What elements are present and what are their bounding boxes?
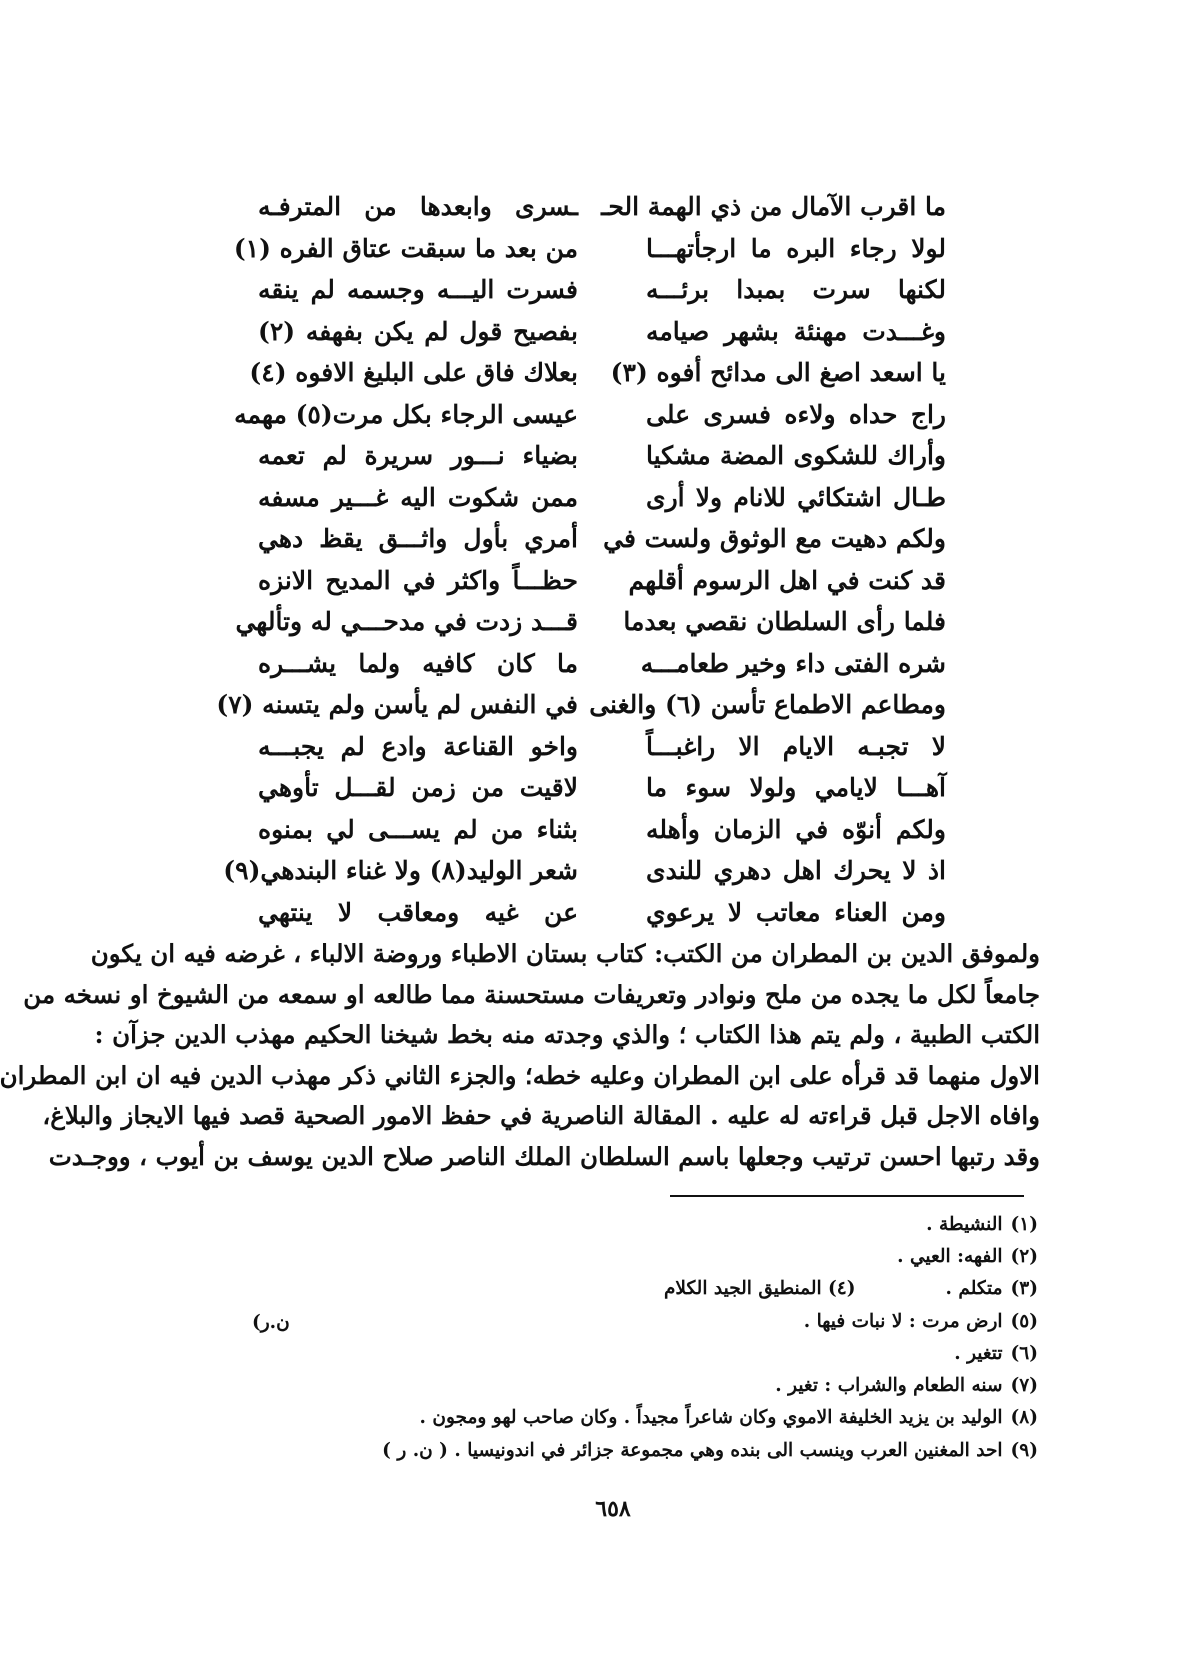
verse-second-hemistich: قـــد زدت في مدحـــي له وتألهي xyxy=(235,607,578,637)
footnote-text: سنه الطعام والشراب : تغير . xyxy=(775,1375,1003,1397)
verse-second-hemistich: ـسرى وابعدها من المترفـه xyxy=(258,192,578,222)
verse xyxy=(256,767,946,809)
verse-first-hemistich: آهـــا لايامي ولولا سوء ما xyxy=(646,773,946,803)
verse xyxy=(256,643,946,685)
footnote xyxy=(178,1305,1038,1337)
prose-line: وافاه الاجل قبل قراءته له عليه . المقالة الناصرية في حفظ الامور الصحية قصد فيها الايجاز والبلاغ، xyxy=(42,1101,1040,1130)
footnote xyxy=(178,1402,1038,1434)
footnote-side-note: ن.ر) xyxy=(252,1312,290,1333)
verse-second-hemistich: عيسى الرجاء بكل مرت(٥) مهمه xyxy=(234,399,578,429)
verse-first-hemistich: ومطاعم الاطماع تأسن (٦) والغنى xyxy=(589,690,946,720)
footnote-number: (٦) xyxy=(1010,1342,1038,1364)
footnote-number: (٩) xyxy=(1010,1439,1038,1461)
verse-first-hemistich: اذ لا يحرك اهل دهري للندى xyxy=(646,856,946,886)
verse-second-hemistich: ممن شكوت اليه غـــير مسفه xyxy=(258,482,578,512)
verse-first-hemistich: ما اقرب الآمال من ذي الهمة الحـ xyxy=(601,192,946,222)
footnote-text: متكلم . xyxy=(945,1278,1003,1300)
footnote-number: (٣) xyxy=(1010,1278,1038,1300)
verse-second-hemistich: بعلاك فاق على البليغ الافوه (٤) xyxy=(249,358,578,388)
verse xyxy=(233,228,946,270)
verse-first-hemistich: وغـــدت مهنئة بشهر صيامه xyxy=(646,316,946,346)
verse-second-hemistich: ما كان كافيه ولما يشـــره xyxy=(258,648,578,678)
footnote-text: ارض مرت : لا نبات فيها . xyxy=(803,1310,1003,1332)
verse-second-hemistich: لاقيت من زمن لقـــل تأوهي xyxy=(258,773,578,803)
footnote-number: (٥) xyxy=(1010,1310,1038,1332)
verse-first-hemistich: قد كنت في اهل الرسوم أقلهم xyxy=(628,565,946,595)
verse-first-hemistich: راج حداه ولاءه فسرى على xyxy=(646,399,946,429)
footnote xyxy=(178,1208,1038,1240)
verse-second-hemistich: في النفس لم يأسن ولم يتسنه (٧) xyxy=(216,690,578,720)
footnote xyxy=(178,1273,1038,1305)
verse-second-hemistich: واخو القناعة وادع لم يجبـــه xyxy=(258,731,578,761)
verse-second-hemistich: فسرت اليـــه وجسمه لم ينقه xyxy=(258,275,578,305)
prose-line: الكتب الطبية ، ولم يتم هذا الكتاب ؛ والذي وجدته منه بخط شيخنا الحكيم مهذب الدين جزآن : xyxy=(94,1020,1040,1049)
verse-second-hemistich: شعر الوليد(٨) ولا غناء البندهي(٩) xyxy=(223,856,578,886)
footnote xyxy=(178,1240,1038,1272)
verse-first-hemistich: لا تجبـه الايام الا راغبـــاً xyxy=(646,731,946,761)
verse-first-hemistich: يا اسعد اصغ الى مدائح أفوه (٣) xyxy=(610,358,946,388)
footnote-divider xyxy=(670,1195,1024,1197)
footnote-text: احد المغنين العرب وينسب الى بنده وهي مجموعة جزائر في اندونيسيا . ( ن. ر ) xyxy=(382,1439,1003,1461)
verse-first-hemistich: ولكم دهيت مع الوثوق ولست في xyxy=(603,524,946,554)
footnote xyxy=(178,1434,1038,1466)
footnote xyxy=(178,1369,1038,1401)
footnotes xyxy=(178,1208,1038,1466)
verse xyxy=(256,892,946,934)
prose-line: جامعاً لكل ما يجده من ملح ونوادر وتعريفات مستحسنة مما طالعه او سمعه من الشيوخ او نسخه من xyxy=(23,979,1040,1009)
verse-first-hemistich: ولكم أنوّه في الزمان وأهله xyxy=(646,814,946,844)
verse-first-hemistich: لكنها سرت بمبدا برئـــه xyxy=(646,275,946,305)
verse-second-hemistich: بفصيح قول لم يكن بفهفه (٢) xyxy=(258,316,578,346)
verse-second-hemistich: عن غيه ومعاقب لا ينتهي xyxy=(258,897,578,927)
verse-first-hemistich: فلما رأى السلطان نقصي بعدما xyxy=(623,607,946,637)
verse xyxy=(256,186,946,228)
verse xyxy=(223,850,946,892)
verse xyxy=(256,518,946,560)
footnote-text: النشيطة . xyxy=(926,1213,1003,1235)
page-number: ٦٥٨ xyxy=(595,1496,631,1522)
verse-second-hemistich: أمري بأول واثـــق يقظ دهي xyxy=(258,524,578,554)
verse xyxy=(256,477,946,519)
prose-line: وقد رتبها احسن ترتيب وجعلها باسم السلطان الملك الناصر صلاح الدين يوسف بن أيوب ، ووجـدت xyxy=(48,1141,1040,1171)
verse-first-hemistich: طـال اشتكائي للانام ولا أرى xyxy=(646,482,946,512)
verse xyxy=(256,311,946,353)
footnote-text: تتغير . xyxy=(954,1342,1003,1364)
poem xyxy=(216,186,946,933)
verse-second-hemistich: بضياء نـــور سريرة لم تعمه xyxy=(258,441,578,471)
verse xyxy=(256,726,946,768)
footnote-text: الفهه: العيي . xyxy=(897,1245,1003,1267)
verse xyxy=(216,684,946,726)
footnote-number: (٧) xyxy=(1010,1375,1038,1397)
footnote-number: (٢) xyxy=(1010,1245,1038,1267)
footnote xyxy=(178,1337,1038,1369)
verse xyxy=(235,601,946,643)
footnote-number: (٨) xyxy=(1010,1407,1038,1429)
verse xyxy=(249,352,946,394)
verse xyxy=(256,435,946,477)
prose-line: ولموفق الدين بن المطران من الكتب: كتاب بستان الاطباء وروضة الالباء ، غرضه فيه ان يكون xyxy=(90,939,1040,968)
verse xyxy=(234,394,946,436)
verse-first-hemistich: ومن العناء معاتب لا يرعوي xyxy=(646,897,946,927)
verse-first-hemistich: لولا رجاء البره ما ارجأتهـــا xyxy=(646,233,946,263)
verse-second-hemistich: بثناء من لم يســـى لي بمنوه xyxy=(258,814,578,844)
prose-line: الاول منهما قد قرأه على ابن المطران وعليه خطه؛ والجزء الثاني ذكر مهذب الدين فيه ان ابن المطران xyxy=(0,1060,1040,1090)
verse-second-hemistich: حظـــاً واكثر في المديح الانزه xyxy=(258,565,578,595)
verse xyxy=(256,560,946,602)
footnote-text: الوليد بن يزيد الخليفة الاموي وكان شاعراً مجيداً . وكان صاحب لهو ومجون . xyxy=(419,1407,1003,1429)
verse-first-hemistich: شره الفتى داء وخير طعامـــه xyxy=(640,648,946,678)
footnote-inline-note: (٤) المنطيق الجيد الكلام xyxy=(663,1278,856,1300)
verse xyxy=(256,809,946,851)
prose-paragraph xyxy=(0,934,1040,1177)
verse-second-hemistich: من بعد ما سبقت عتاق الفره (١) xyxy=(233,233,578,263)
verse-first-hemistich: وأراك للشكوى المضة مشكيا xyxy=(646,441,946,471)
footnote-number: (١) xyxy=(1010,1213,1038,1235)
verse xyxy=(256,269,946,311)
